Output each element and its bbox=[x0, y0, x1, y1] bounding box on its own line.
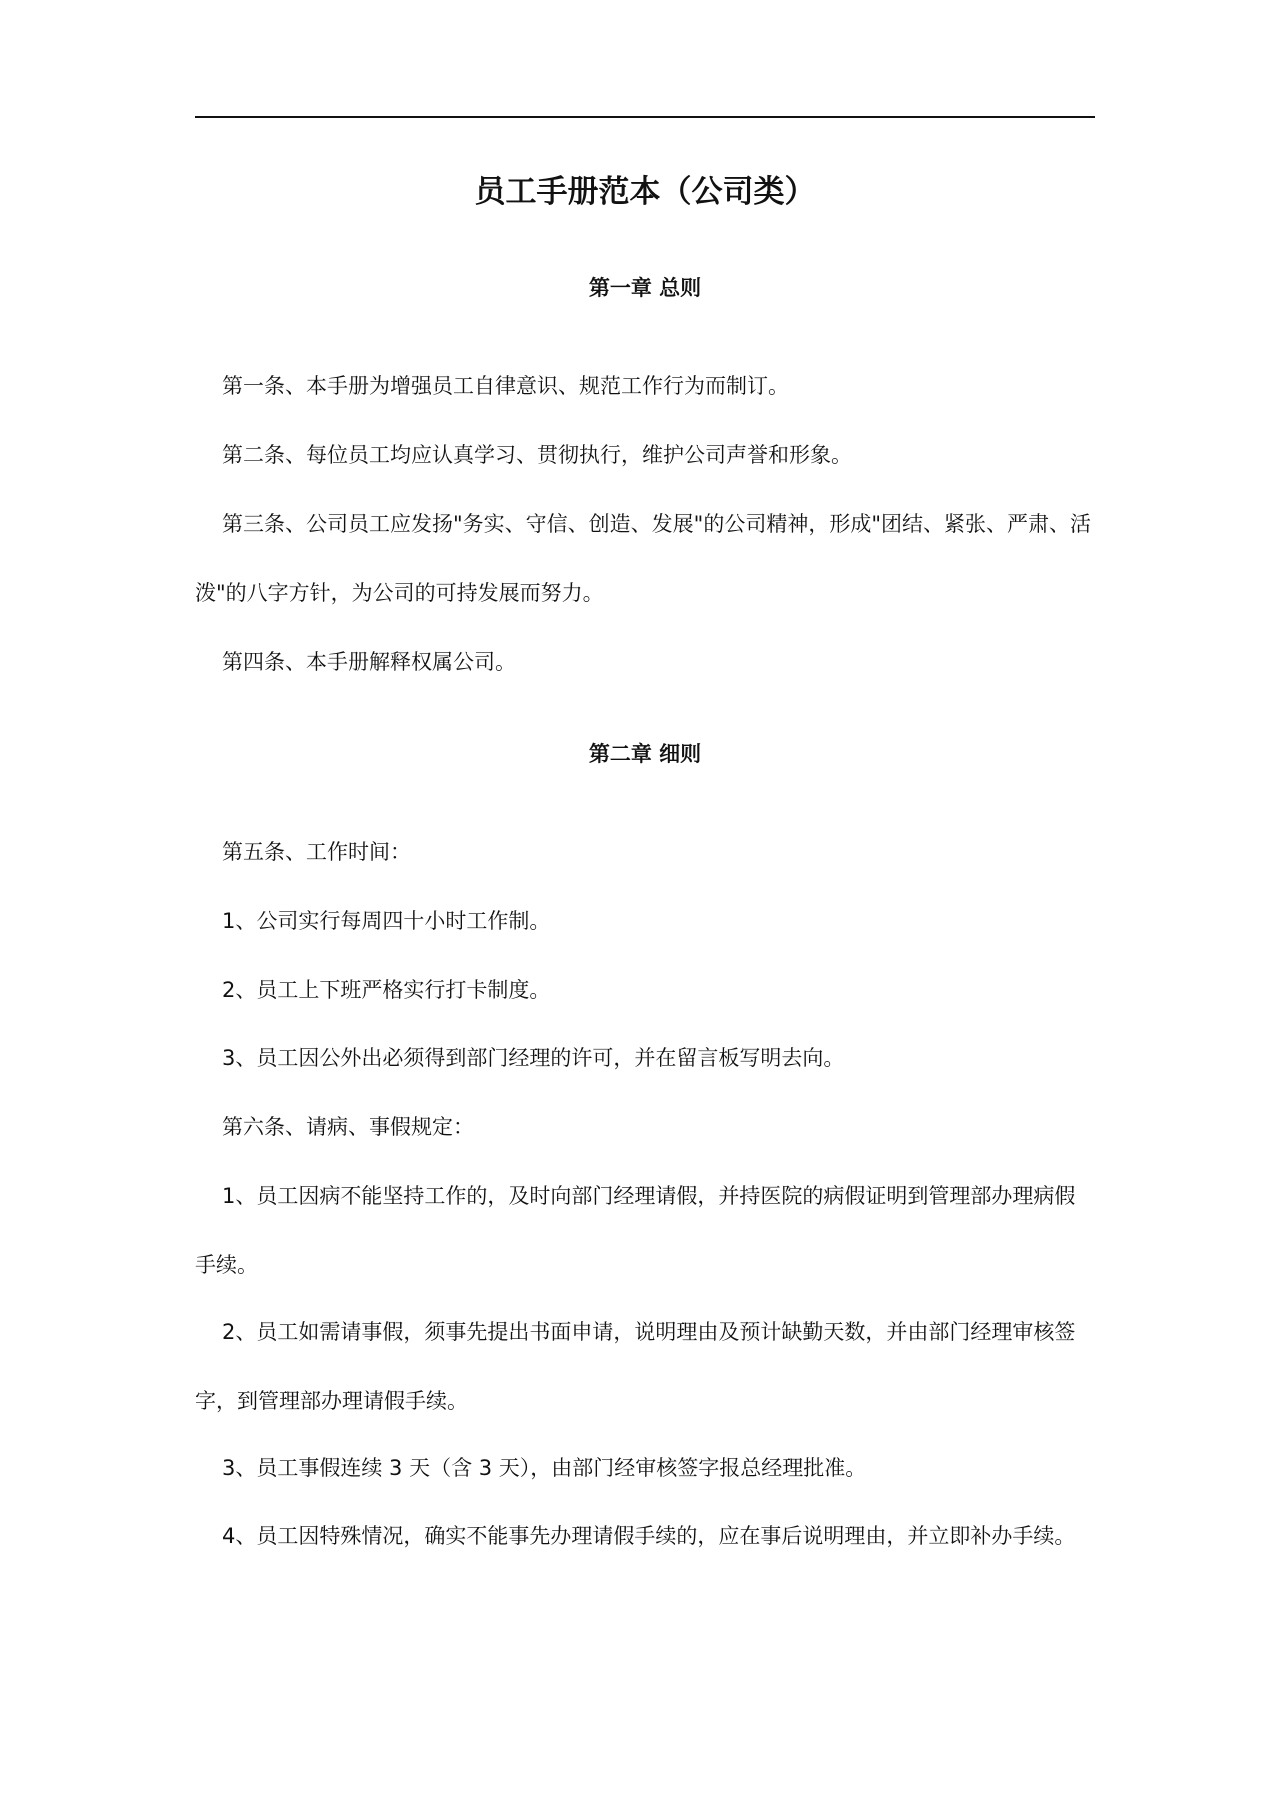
article-6-item-2: 2、员工如需请事假，须事先提出书面申请，说明理由及预计缺勤天数，并由部门经理审核签字，到管理部办理请假手续。 bbox=[195, 1320, 1076, 1413]
article-5-item-1: 1、公司实行每周四十小时工作制。 bbox=[222, 909, 551, 933]
article-1: 第一条、本手册为增强员工自律意识、规范工作行为而制订。 bbox=[222, 374, 789, 398]
article-3: 第三条、公司员工应发扬"务实、守信、创造、发展"的公司精神，形成"团结、紧张、严肃、活泼"的八字方针，为公司的可持发展而努力。 bbox=[195, 512, 1091, 605]
article-2: 第二条、每位员工均应认真学习、贯彻执行，维护公司声誉和形象。 bbox=[222, 443, 852, 467]
article-5-item-2: 2、员工上下班严格实行打卡制度。 bbox=[222, 978, 551, 1002]
chapter-2-heading: 第二章 细则 bbox=[588, 742, 702, 766]
article-5: 第五条、工作时间： bbox=[222, 840, 411, 864]
article-6-item-1: 1、员工因病不能坚持工作的，及时向部门经理请假，并持医院的病假证明到管理部办理病假手续。 bbox=[195, 1184, 1076, 1277]
article-6: 第六条、请病、事假规定： bbox=[222, 1115, 474, 1139]
document-title: 员工手册范本（公司类） bbox=[474, 174, 816, 210]
article-6-item-3: 3、员工事假连续 3 天（含 3 天），由部门经审核签字报总经理批准。 bbox=[222, 1456, 867, 1480]
header-rule bbox=[195, 116, 1095, 118]
article-5-item-3: 3、员工因公外出必须得到部门经理的许可，并在留言板写明去向。 bbox=[222, 1046, 845, 1070]
article-6-item-4: 4、员工因特殊情况，确实不能事先办理请假手续的，应在事后说明理由，并立即补办手续。 bbox=[222, 1524, 1076, 1548]
article-4: 第四条、本手册解释权属公司。 bbox=[222, 650, 516, 674]
chapter-1-heading: 第一章 总则 bbox=[588, 276, 702, 300]
